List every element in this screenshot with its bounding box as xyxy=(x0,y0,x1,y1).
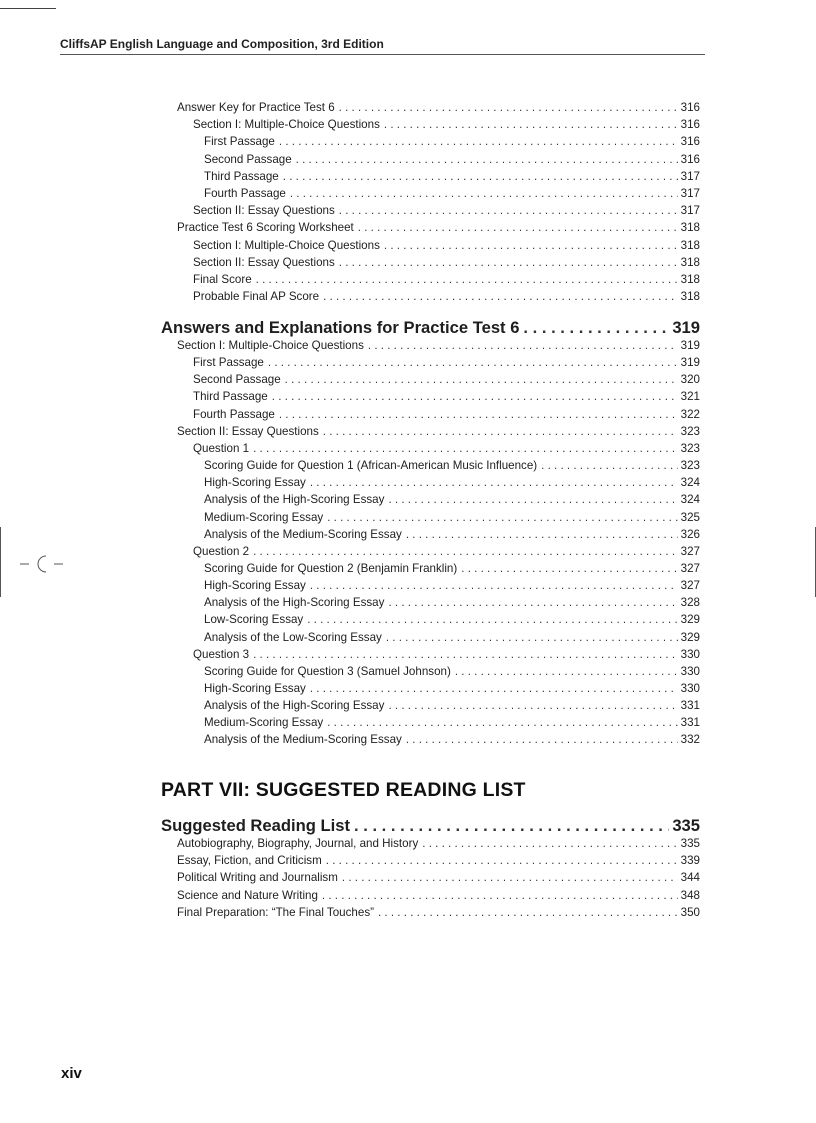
toc-entry-label: Section I: Multiple-Choice Questions xyxy=(193,238,380,252)
toc-leader-dots xyxy=(326,852,678,869)
toc-entry xyxy=(177,99,700,116)
toc-leader-dots xyxy=(290,185,678,202)
toc-leader-dots xyxy=(253,440,678,457)
toc-entry xyxy=(204,697,700,714)
toc-page-number: 316 xyxy=(680,101,700,114)
toc-leader-dots xyxy=(406,731,678,748)
toc-entry xyxy=(193,116,700,133)
toc-entry-label: Medium-Scoring Essay xyxy=(204,716,324,730)
toc-leader-dots xyxy=(386,629,678,646)
toc-entry xyxy=(204,611,700,628)
toc-entry xyxy=(193,543,700,560)
toc-entry-label: Final Preparation: “The Final Touches” xyxy=(177,905,374,919)
toc-page-number: 319 xyxy=(680,339,700,352)
toc-page-number: 331 xyxy=(680,699,700,713)
toc-entry-label: Fourth Passage xyxy=(193,407,275,421)
toc-leader-dots xyxy=(541,457,678,474)
toc-entry-label: Section II: Essay Questions xyxy=(177,424,319,438)
toc-entry-label: Autobiography, Biography, Journal, and History xyxy=(177,837,419,850)
toc-page-number: 319 xyxy=(680,356,700,370)
toc-entry xyxy=(193,254,700,271)
toc-entry-label: Practice Test 6 Scoring Worksheet xyxy=(177,221,354,235)
toc-leader-dots xyxy=(285,371,678,388)
toc-leader-dots xyxy=(388,491,677,508)
toc-chapter-entry xyxy=(161,815,700,837)
toc-entry xyxy=(177,835,700,852)
toc-page-number: 329 xyxy=(680,630,700,644)
toc-entry-label: Analysis of the Medium-Scoring Essay xyxy=(204,527,402,541)
toc-chapter-entry xyxy=(161,317,700,339)
toc-page-number: 327 xyxy=(680,561,700,575)
toc-entry-label: Analysis of the High-Scoring Essay xyxy=(204,493,385,507)
toc-entry-label: First Passage xyxy=(193,356,264,370)
toc-entry-label: Low-Scoring Essay xyxy=(204,613,304,627)
toc-entry-label: Section II: Essay Questions xyxy=(193,204,335,218)
toc-entry-label: Science and Nature Writing xyxy=(177,888,318,902)
toc-page-number: 316 xyxy=(680,135,700,149)
toc-entry-label: Question 1 xyxy=(193,441,250,455)
toc-entry-label: Scoring Guide for Question 1 (African-American Music Influence) xyxy=(204,459,538,473)
toc-page-number: 344 xyxy=(680,871,700,885)
toc-leader-dots xyxy=(279,406,678,423)
toc-page-number: 324 xyxy=(680,493,700,507)
toc-leader-dots xyxy=(272,388,678,405)
toc-entry-label: Final Score xyxy=(193,273,252,286)
toc-leader-dots xyxy=(283,168,678,185)
toc-entry-label: First Passage xyxy=(204,135,275,149)
toc-entry-label: Probable Final AP Score xyxy=(193,290,320,304)
toc-leader-dots xyxy=(455,663,678,680)
toc-page-number: 331 xyxy=(680,716,700,730)
toc-entry-label: Question 3 xyxy=(193,647,250,661)
toc-leader-dots xyxy=(322,887,678,904)
toc-entry-label: Second Passage xyxy=(204,152,292,166)
toc-entry xyxy=(177,887,700,904)
toc-page-number: 332 xyxy=(680,733,700,747)
toc-entry xyxy=(204,560,700,577)
toc-leader-dots xyxy=(358,219,678,236)
toc-page-number: 323 xyxy=(680,441,700,455)
toc-entry-label: Answer Key for Practice Test 6 xyxy=(177,101,335,114)
toc-entry xyxy=(193,237,700,254)
toc-leader-dots xyxy=(268,354,678,371)
toc-entry xyxy=(204,714,700,731)
toc-leader-dots xyxy=(378,904,678,921)
toc-leader-dots xyxy=(253,543,678,560)
toc-entry-label: Fourth Passage xyxy=(204,187,286,200)
toc-leader-dots xyxy=(368,337,678,354)
toc-entry xyxy=(204,509,700,526)
toc-entry xyxy=(193,440,700,457)
toc-page-number: 323 xyxy=(680,459,700,473)
toc-entry xyxy=(177,904,700,921)
toc-leader-dots xyxy=(384,237,678,254)
toc-leader-dots xyxy=(388,594,677,611)
toc-page-number: 330 xyxy=(680,664,700,678)
toc-leader-dots xyxy=(310,577,678,594)
toc-leader-dots xyxy=(310,680,678,697)
toc-page-number: 339 xyxy=(680,854,700,868)
toc-entry xyxy=(177,337,700,354)
toc-entry xyxy=(193,371,700,388)
toc-entry xyxy=(204,474,700,491)
toc-entry xyxy=(177,423,700,440)
toc-page-number: 318 xyxy=(680,238,700,252)
toc-leader-dots xyxy=(339,254,678,271)
toc-entry-label: Analysis of the Low-Scoring Essay xyxy=(204,630,382,644)
page-number: xiv xyxy=(61,1065,82,1082)
toc-page-number: 322 xyxy=(680,407,700,421)
toc-entry xyxy=(204,168,700,185)
toc-leader-dots xyxy=(384,116,678,133)
running-head: CliffsAP English Language and Composition, 3rd Edition xyxy=(60,37,705,55)
toc-entry xyxy=(204,577,700,594)
toc-page-number: 329 xyxy=(680,613,700,627)
toc-entry-label: Scoring Guide for Question 2 (Benjamin Franklin) xyxy=(204,561,458,575)
toc-entry xyxy=(204,680,700,697)
toc-entry-label: Suggested Reading List xyxy=(161,816,351,835)
toc-entry-label: Section I: Multiple-Choice Questions xyxy=(177,339,364,352)
toc-entry-label: High-Scoring Essay xyxy=(204,476,306,490)
toc-entry-label: High-Scoring Essay xyxy=(204,682,306,695)
part-title: PART VII: SUGGESTED READING LIST xyxy=(161,779,526,801)
toc-leader-dots xyxy=(461,560,677,577)
toc-page-number: 330 xyxy=(680,682,700,695)
toc-leader-dots xyxy=(323,423,678,440)
toc-entry xyxy=(193,354,700,371)
toc-page-number: 350 xyxy=(680,905,700,919)
toc-entry xyxy=(177,852,700,869)
toc-page-number: 324 xyxy=(680,476,700,490)
toc-entry-label: Third Passage xyxy=(204,169,279,183)
toc-entry-label: Question 2 xyxy=(193,544,250,558)
toc-entry-label: Section II: Essay Questions xyxy=(193,255,335,269)
toc-leader-dots xyxy=(339,202,678,219)
toc-entry-label: Medium-Scoring Essay xyxy=(204,510,324,524)
toc-page-number: 316 xyxy=(680,118,700,132)
toc-page-number: 328 xyxy=(680,596,700,610)
toc-page-number: 335 xyxy=(672,816,700,835)
toc-entry-label: Analysis of the Medium-Scoring Essay xyxy=(204,733,402,747)
toc-page-number: 323 xyxy=(680,424,700,438)
toc-page-number: 317 xyxy=(680,187,700,200)
toc-entry-label: Scoring Guide for Question 3 (Samuel Johnson) xyxy=(204,664,451,678)
toc-page-number: 318 xyxy=(680,290,700,304)
toc-leader-dots xyxy=(296,151,678,168)
toc-leader-dots xyxy=(388,697,677,714)
toc-entry xyxy=(204,151,700,168)
toc-page-number: 319 xyxy=(672,318,700,337)
toc-entry-label: High-Scoring Essay xyxy=(204,579,306,593)
toc-page-number: 327 xyxy=(680,544,700,558)
toc-page-number: 318 xyxy=(680,255,700,269)
toc-leader-dots xyxy=(342,869,678,886)
toc-page-number: 348 xyxy=(680,888,700,902)
toc-leader-dots xyxy=(422,835,677,852)
toc-entry-label: Third Passage xyxy=(193,390,268,404)
toc-entry xyxy=(193,406,700,423)
toc-leader-dots xyxy=(310,474,678,491)
toc-entry xyxy=(193,646,700,663)
toc-leader-dots xyxy=(323,288,678,305)
toc-leader-dots xyxy=(327,714,677,731)
toc-leader-dots xyxy=(523,317,669,339)
toc-leader-dots xyxy=(307,611,677,628)
toc-leader-dots xyxy=(279,133,678,150)
toc-entry xyxy=(204,457,700,474)
toc-page-number: 318 xyxy=(680,273,700,286)
toc-page-number: 321 xyxy=(680,390,700,404)
toc-entry-label: Analysis of the High-Scoring Essay xyxy=(204,699,385,713)
toc-entry xyxy=(193,202,700,219)
toc-entry xyxy=(193,288,700,305)
toc-entry-label: Analysis of the High-Scoring Essay xyxy=(204,596,385,610)
toc-leader-dots xyxy=(339,99,678,116)
toc-page-number: 335 xyxy=(680,837,700,850)
toc-page-number: 330 xyxy=(680,647,700,661)
toc-entry xyxy=(204,491,700,508)
toc-page-number: 320 xyxy=(680,373,700,387)
toc-entry xyxy=(204,629,700,646)
toc-leader-dots xyxy=(354,815,669,837)
toc-entry xyxy=(193,388,700,405)
toc-entry-label: Political Writing and Journalism xyxy=(177,871,338,885)
toc-entry xyxy=(204,185,700,202)
toc-page-number: 318 xyxy=(680,221,700,235)
toc-entry-label: Second Passage xyxy=(193,373,281,387)
toc-leader-dots xyxy=(253,646,678,663)
toc-page-number: 327 xyxy=(680,579,700,593)
toc-entry xyxy=(177,869,700,886)
toc-entry xyxy=(204,133,700,150)
toc-entry xyxy=(204,731,700,748)
toc-page-number: 326 xyxy=(680,527,700,541)
toc-leader-dots xyxy=(327,509,677,526)
toc-entry-label: Section I: Multiple-Choice Questions xyxy=(193,118,380,132)
toc-entry xyxy=(177,219,700,236)
toc-entry xyxy=(193,271,700,288)
toc-page-number: 325 xyxy=(680,510,700,524)
toc-page-number: 317 xyxy=(680,204,700,218)
toc-entry xyxy=(204,526,700,543)
toc-entry xyxy=(204,663,700,680)
toc-leader-dots xyxy=(406,526,678,543)
toc-entry xyxy=(204,594,700,611)
toc-entry-label: Answers and Explanations for Practice Test 6 xyxy=(161,318,520,337)
toc-page-number: 316 xyxy=(680,152,700,166)
toc-page-number: 317 xyxy=(680,169,700,183)
toc-leader-dots xyxy=(256,271,678,288)
toc-entry-label: Essay, Fiction, and Criticism xyxy=(177,854,322,868)
